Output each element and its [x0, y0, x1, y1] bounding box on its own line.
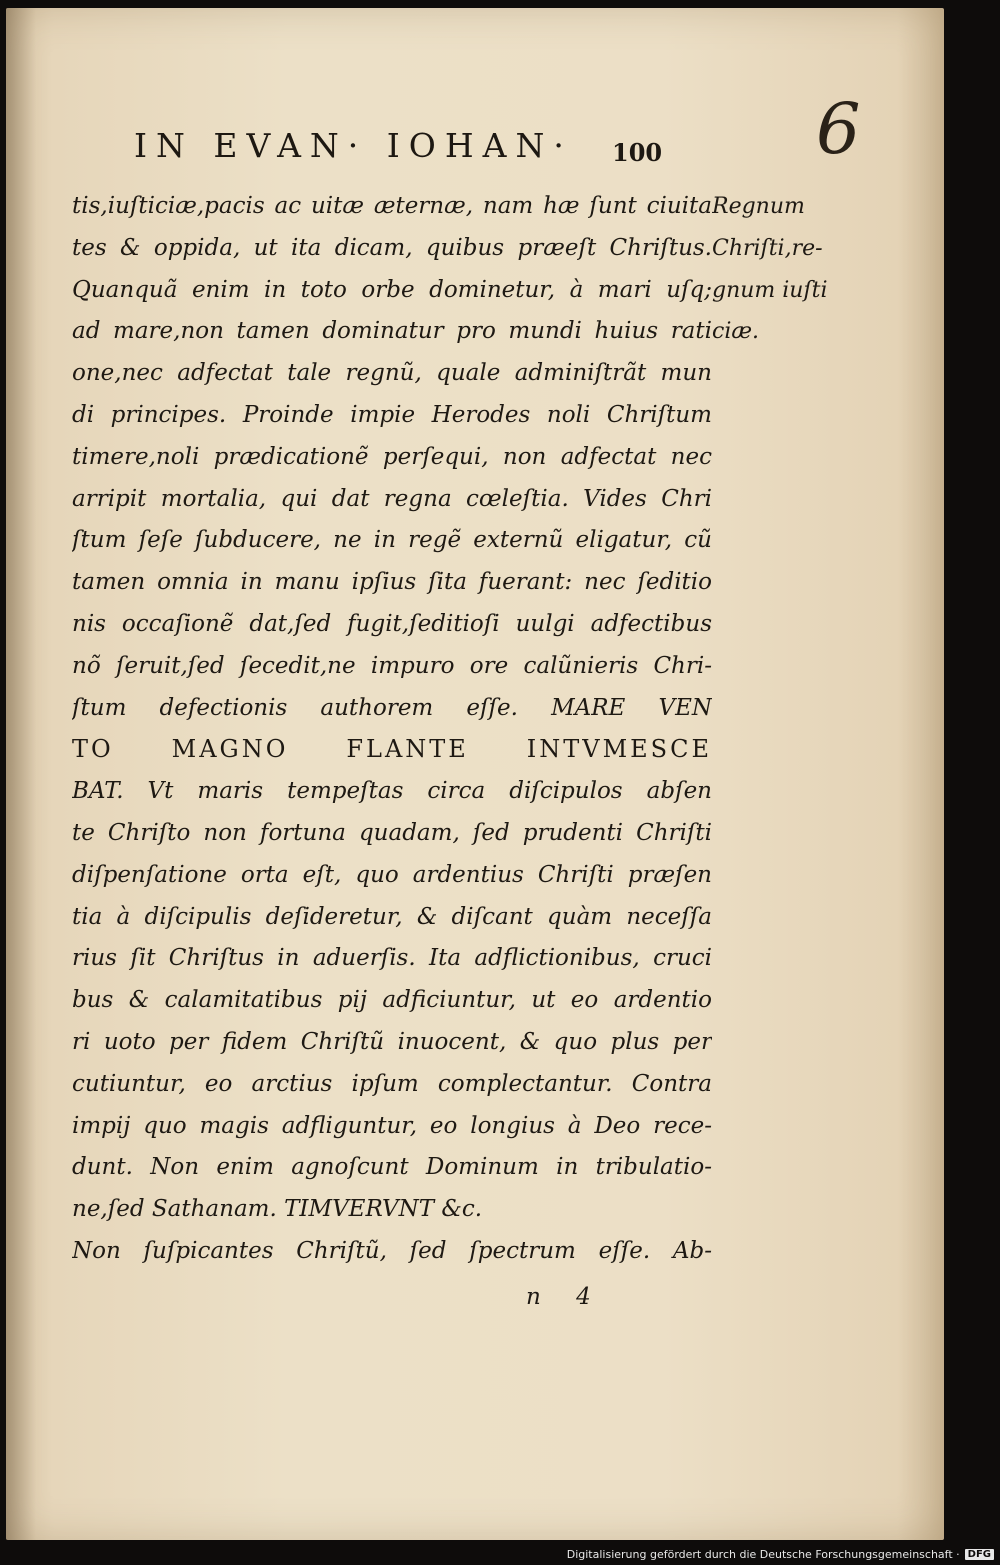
handwritten-page-number: 6: [816, 88, 861, 170]
text-line: arripit mortalia, qui dat regna cœleſtia. Vides Chri: [72, 485, 712, 512]
text-line: Non ſuſpicantes Chriſtũ, ſed ſpectrum eſſe. Ab-: [72, 1237, 712, 1264]
text-line: tamen omnia in manu ipſius ſita fuerant: nec ſeditio: [72, 569, 712, 596]
text-line-caps: TO MAGNO FLANTE INTVMESCE: [72, 735, 712, 764]
footer-credit: Digitalisierung gefördert durch die Deutsche Forschungsgemeinschaft ·: [566, 1548, 960, 1561]
text-line: diſpenſatione orta eſt, quo ardentius Chriſti præſen: [72, 861, 712, 888]
text-line: timere,noli prædicationẽ perſequi, non adfectat nec: [72, 443, 712, 470]
text-line: tis,iuſticiæ,pacis ac uitæ æternæ, nam hæ ſunt ciuita: [72, 193, 712, 219]
gutter-shadow: [6, 8, 36, 1540]
text-line: di principes. Proinde impie Herodes noli Chriſtum: [72, 401, 712, 428]
signature-mark: n 4: [526, 1284, 605, 1310]
text-line: ſtum ſeſe ſubducere, ne in regẽ externũ eligatur, cũ: [72, 527, 712, 554]
text-line: Quanquã enim in toto orbe dominetur, à mari uſq;: [72, 276, 712, 303]
dfg-logo: DFG: [965, 1549, 994, 1560]
text-line: ne,ſed Sathanam. TIMVERVNT &c.: [72, 1196, 483, 1223]
body-text: [72, 186, 712, 1273]
folio-number: 100: [612, 138, 663, 167]
digitization-footer: [567, 1548, 994, 1561]
text-line: impij quo magis adfliguntur, eo longius à Deo rece-: [72, 1112, 712, 1139]
text-line: one,nec adfectat tale regnũ, quale adminiſtrãt mun: [72, 360, 712, 387]
text-line: cutiuntur, eo arctius ipſum complectantur. Contra: [72, 1070, 712, 1097]
text-line: ri uoto per fidem Chriſtũ inuocent, & quo plus per: [72, 1028, 712, 1055]
text-line: nõ ſeruit,ſed ſecedit,ne impuro ore calũnieris Chri-: [72, 652, 712, 679]
margin-line: Chriſti,re-: [712, 235, 823, 261]
text-line: te Chriſto non fortuna quadam, ſed prudenti Chriſti: [72, 819, 712, 846]
text-line: dunt. Non enim agnoſcunt Dominum in tribulatio-: [72, 1154, 712, 1181]
running-head: IN EVAN· IOHAN·: [134, 126, 573, 165]
book-page: [6, 8, 944, 1540]
text-line: tes & oppida, ut ita dicam, quibus præeſt Chriſtus.: [72, 234, 712, 261]
text-line: ſtum defectionis authorem eſſe. MARE VEN: [72, 694, 712, 721]
margin-line: ciæ.: [712, 319, 760, 345]
marginal-note: [712, 186, 852, 353]
margin-line: gnum iuſti: [712, 277, 828, 303]
text-line: bus & calamitatibus pij adficiuntur, ut eo ardentio: [72, 987, 712, 1014]
text-line: tia à diſcipulis deſideretur, & diſcant quàm neceſſa: [72, 903, 712, 930]
margin-line: Regnum: [712, 194, 805, 219]
text-line: rius ſit Chriſtus in aduerſis. Ita adflictionibus, cruci: [72, 945, 712, 972]
text-line: BAT. Vt maris tempeſtas circa diſcipulos abſen: [72, 778, 712, 805]
text-line: ad mare,non tamen dominatur pro mundi huius rati: [72, 318, 712, 345]
text-line: nis occaſionẽ dat,ſed fugit,ſeditioſi uulgi adfectibus: [72, 610, 712, 637]
